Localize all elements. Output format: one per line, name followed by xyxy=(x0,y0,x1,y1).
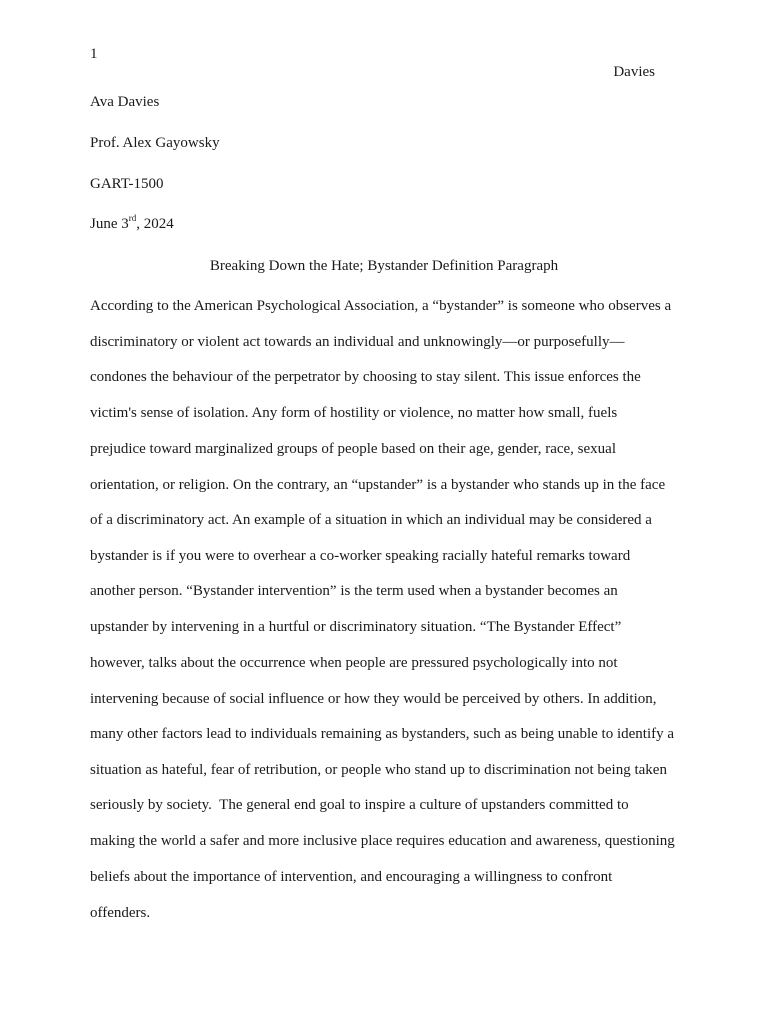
body-line: intervening because of social influence or how they would be perceived by others. In addition, xyxy=(90,691,657,707)
body-line: situation as hateful, fear of retribution, or people who stand up to discrimination not being taken xyxy=(90,762,667,778)
body-line: victim's sense of isolation. Any form of hostility or violence, no matter how small, fuels xyxy=(90,405,618,421)
body-line: According to the American Psychological Association, a “bystander” is someone who observes a xyxy=(90,298,672,314)
submission-date xyxy=(90,215,174,233)
date-ordinal: rd xyxy=(128,213,137,223)
body-line: prejudice toward marginalized groups of people based on their age, gender, race, sexual xyxy=(90,441,616,457)
author-name: Ava Davies xyxy=(90,94,160,110)
body-line: upstander by intervening in a hurtful or discriminatory situation. “The Bystander Effect” xyxy=(90,619,622,635)
body-line: beliefs about the importance of intervention, and encouraging a willingness to confront xyxy=(90,869,613,885)
body-line: many other factors lead to individuals remaining as bystanders, such as being unable to identify a xyxy=(90,726,675,742)
body-line: seriously by society. The general end goal to inspire a culture of upstanders committed to xyxy=(90,797,629,813)
body-line: making the world a safer and more inclusive place requires education and awareness, questioning xyxy=(90,833,675,849)
instructor-name: Prof. Alex Gayowsky xyxy=(90,135,220,151)
running-head: Davies xyxy=(613,64,655,80)
body-line: however, talks about the occurrence when people are pressured psychologically into not xyxy=(90,655,618,671)
body-line: of a discriminatory act. An example of a situation in which an individual may be considered a xyxy=(90,512,652,528)
page-number: 1 xyxy=(90,46,98,62)
paper-title: Breaking Down the Hate; Bystander Definition Paragraph xyxy=(209,258,559,274)
date-suffix: , 2024 xyxy=(136,216,174,232)
body-line: bystander is if you were to overhear a co-worker speaking racially hateful remarks toward xyxy=(90,548,631,564)
body-line: another person. “Bystander intervention” is the term used when a bystander becomes an xyxy=(90,583,618,599)
body-line: discriminatory or violent act towards an individual and unknowingly—or purposefully— xyxy=(90,334,625,350)
body-line: condones the behaviour of the perpetrator by choosing to stay silent. This issue enforces the xyxy=(90,369,641,385)
body-line: offenders. xyxy=(90,905,151,921)
date-prefix: June 3 xyxy=(90,216,129,232)
course-code: GART-1500 xyxy=(90,176,164,192)
body-line: orientation, or religion. On the contrary, an “upstander” is a bystander who stands up in the face xyxy=(90,477,666,493)
